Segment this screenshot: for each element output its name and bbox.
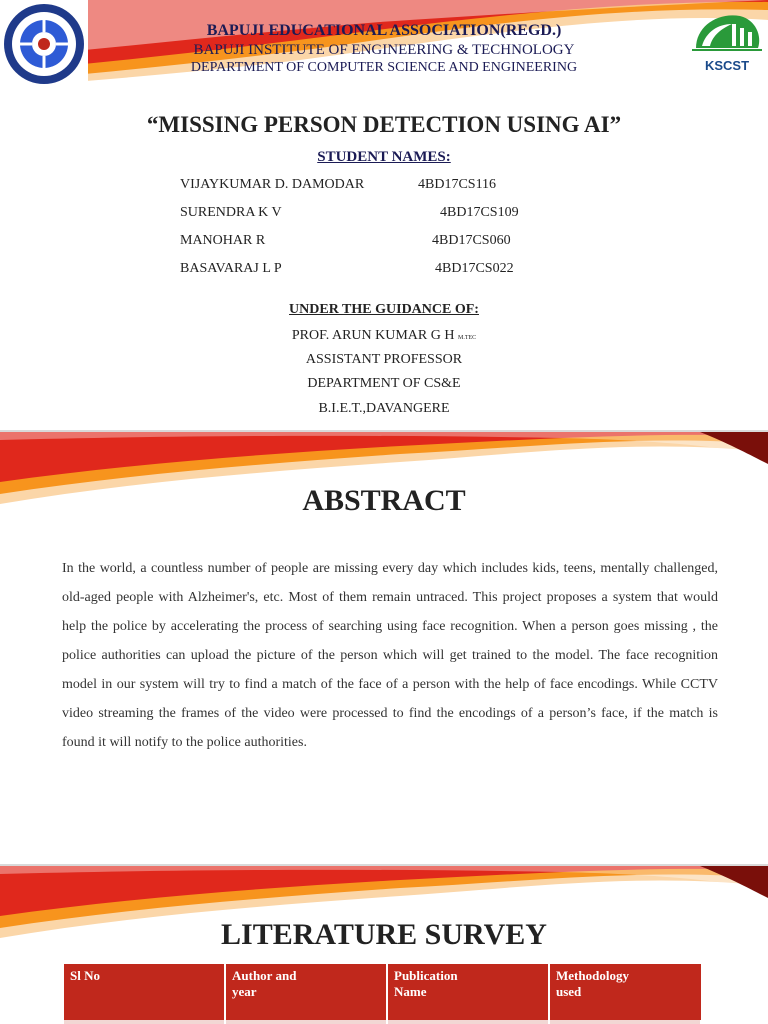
association-name: BAPUJI EDUCATIONAL ASSOCIATION(REGD.) bbox=[206, 22, 562, 39]
table-cell bbox=[64, 1020, 225, 1024]
student-name: SURENDRA K V bbox=[180, 205, 282, 220]
literature-survey-slide bbox=[0, 866, 768, 1024]
department-name: DEPARTMENT OF COMPUTER SCIENCE AND ENGINEERING bbox=[190, 60, 578, 75]
students-heading: STUDENT NAMES: bbox=[317, 149, 451, 165]
abstract-slide bbox=[0, 432, 768, 864]
student-name: VIJAYKUMAR D. DAMODAR bbox=[180, 177, 365, 192]
guide-name: PROF. ARUN KUMAR G H bbox=[291, 328, 455, 343]
column-header: Author and year bbox=[225, 964, 387, 1020]
student-name: MANOHAR R bbox=[180, 233, 266, 248]
abstract-body: In the world, a countless number of people are missing every day which includes kids, teens, mentally challenged, old-aged people with Alzheimer's, etc. Most of them remain untraced. This project proposes a system that would help the police by accelerating the process of searching using face recognition. When a person goes missing , the police authorities can upload the picture of the person which will get trained to the model. The face recognition model in our system will try to find a match of the face of a person with the help of face encodings. While CCTV video streaming the frames of the video were processed to find the encodings of a person’s face, if the match is found it will notify to the police authorities. bbox=[62, 561, 718, 750]
literature-survey-title: LITERATURE SURVEY bbox=[221, 918, 547, 951]
student-usn: 4BD17CS060 bbox=[432, 233, 511, 248]
table-cell bbox=[387, 1020, 549, 1024]
project-title: “MISSING PERSON DETECTION USING AI” bbox=[146, 112, 622, 137]
table-row bbox=[64, 1020, 701, 1024]
guide-designation: ASSISTANT PROFESSOR bbox=[305, 352, 463, 367]
student-usn: 4BD17CS022 bbox=[435, 261, 514, 276]
table-header-row bbox=[64, 964, 701, 1020]
column-header: Methodology used bbox=[549, 964, 701, 1020]
table-cell bbox=[549, 1020, 701, 1024]
guide-department: DEPARTMENT OF CS&E bbox=[307, 376, 461, 391]
column-header: Sl No bbox=[64, 964, 225, 1020]
student-usn: 4BD17CS116 bbox=[418, 177, 497, 192]
institute-name: BAPUJI INSTITUTE OF ENGINEERING & TECHNOLOGY bbox=[193, 42, 575, 58]
title-slide bbox=[0, 0, 768, 430]
student-name: BASAVARAJ L P bbox=[180, 261, 282, 276]
guide-name-line bbox=[0, 328, 768, 344]
guide-degree: M.TEC bbox=[457, 335, 477, 341]
column-header: Publication Name bbox=[387, 964, 549, 1020]
kscst-logo-text: KSCST bbox=[704, 58, 750, 73]
guidance-heading: UNDER THE GUIDANCE OF: bbox=[289, 302, 479, 317]
abstract-title: ABSTRACT bbox=[302, 484, 466, 517]
table-cell bbox=[225, 1020, 387, 1024]
student-usn: 4BD17CS109 bbox=[440, 205, 519, 220]
literature-table bbox=[64, 964, 702, 1024]
guide-institution: B.I.E.T.,DAVANGERE bbox=[318, 401, 450, 416]
